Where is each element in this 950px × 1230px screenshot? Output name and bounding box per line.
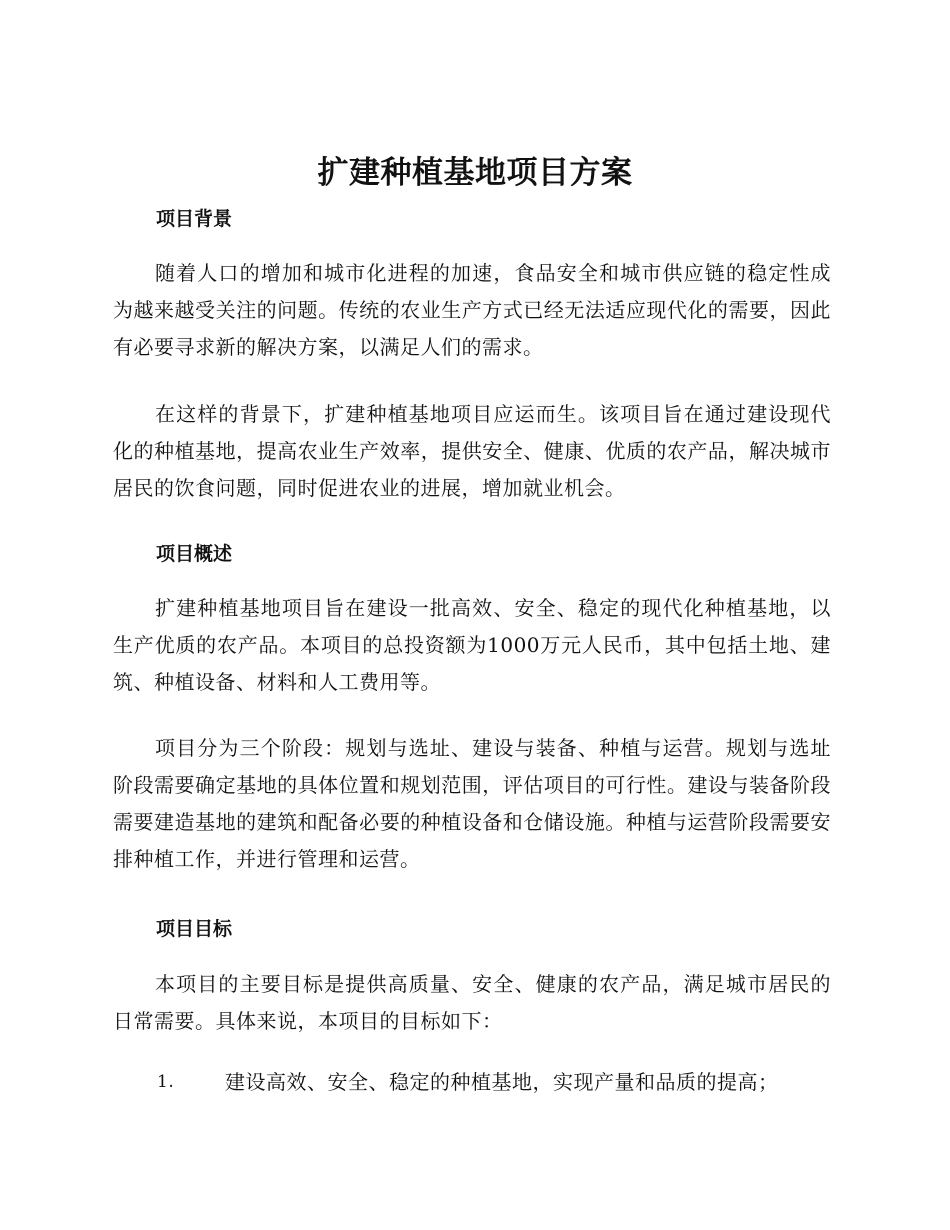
section-heading-goals: 项目目标 [156, 918, 233, 940]
list-item-text: 建设高效、安全、稳定的种植基地，实现产量和品质的提高； [225, 1070, 779, 1094]
paragraph-goals-1: 本项目的主要目标是提供高质量、安全、健康的农产品，满足城市居民的日常需要。具体来说，本项目的目标如下： [113, 972, 831, 1033]
paragraph-background-2: 在这样的背景下，扩建种植基地项目应运而生。该项目旨在通过建设现代化的种植基地，提高农业生产效率，提供安全、健康、优质的农产品，解决城市居民的饮食问题，同时促进农业的进展，增加就业机会。 [113, 402, 831, 500]
paragraph-overview-2: 项目分为三个阶段：规划与选址、建设与装备、种植与运营。规划与选址阶段需要确定基地的具体位置和规划范围，评估项目的可行性。建设与装备阶段需要建造基地的建筑和配备必要的种植设备和仓储设施。种植与运营阶段需要安排种植工作，并进行管理和运营。 [113, 736, 831, 871]
section-heading-background: 项目背景 [156, 208, 233, 230]
paragraph-overview-1: 扩建种植基地项目旨在建设一批高效、安全、稳定的现代化种植基地，以生产优质的农产品。本项目的总投资额为1000万元人民币，其中包括土地、建筑、种植设备、材料和人工费用等。 [113, 596, 831, 694]
section-heading-overview: 项目概述 [156, 543, 233, 565]
list-item-number: 1. [157, 1072, 175, 1092]
document-title: 扩建种植基地项目方案 [317, 155, 633, 191]
paragraph-background-1: 随着人口的增加和城市化进程的加速，食品安全和城市供应链的稳定性成为越来越受关注的问题。传统的农业生产方式已经无法适应现代化的需要，因此有必要寻求新的解决方案，以满足人们的需求。 [113, 261, 831, 359]
